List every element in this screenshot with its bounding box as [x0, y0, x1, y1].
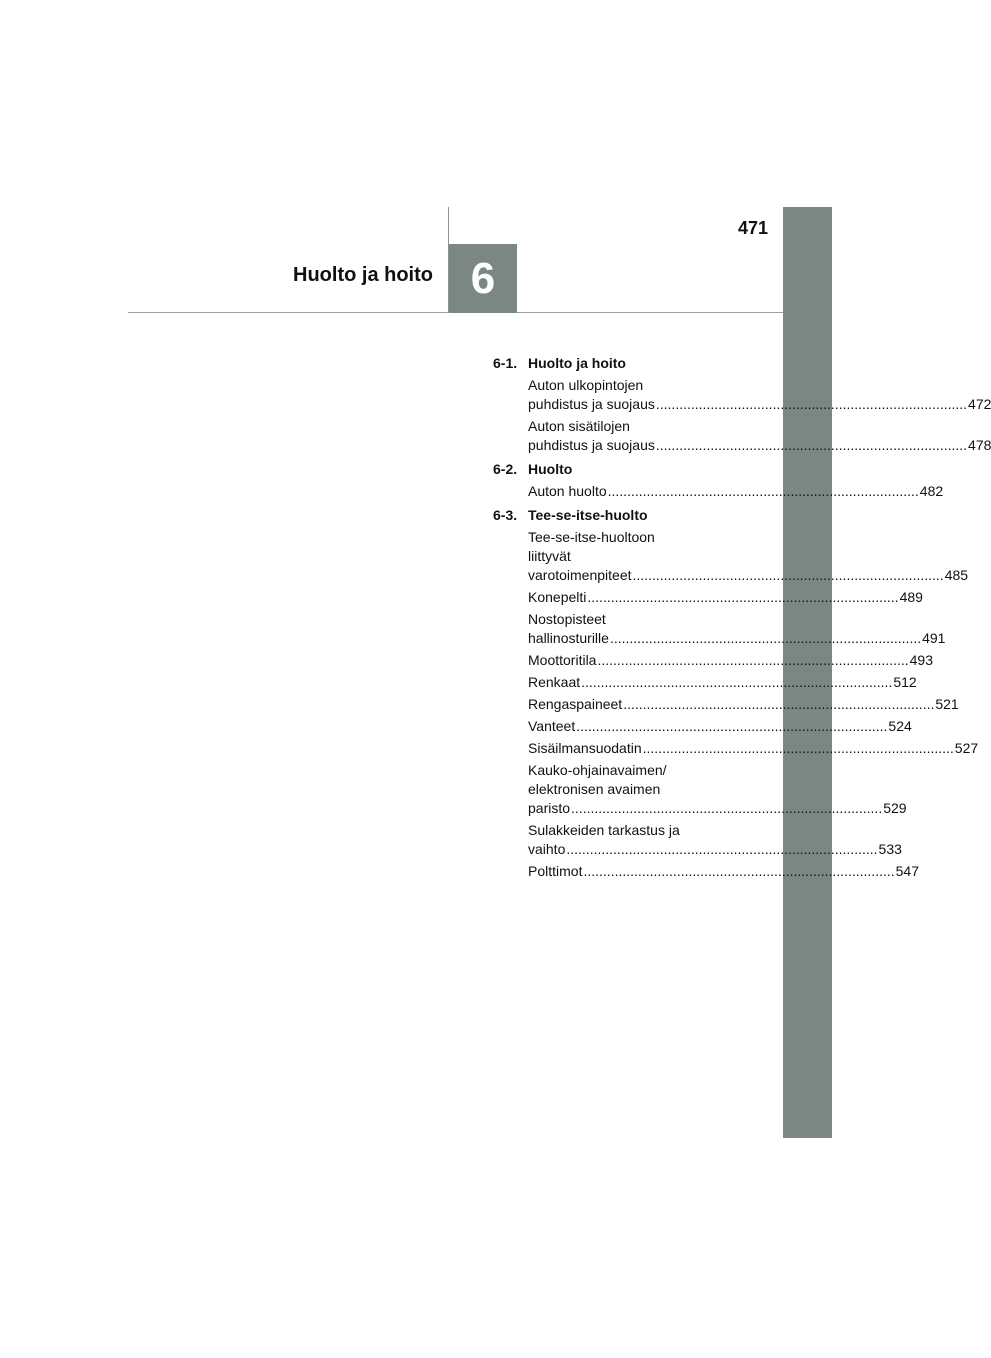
section-heading[interactable]: [493, 460, 739, 479]
entry-title-line: Moottoritila: [528, 652, 597, 668]
entry-title-line: elektronisen avaimen: [528, 781, 661, 797]
entry-title-line: Nostopisteet: [528, 611, 606, 627]
entry-leader-row: [528, 862, 919, 881]
entry-title-line: varotoimenpiteet: [528, 567, 632, 583]
section-title: Tee-se-itse-huolto: [528, 507, 648, 523]
dot-leader: ................................................................................: [566, 841, 878, 857]
toc-entry[interactable]: [528, 761, 907, 818]
entry-title-line: Polttimot: [528, 863, 583, 879]
entry-title-line: Auton huolto: [528, 483, 607, 499]
entry-title-line: Rengaspaineet: [528, 696, 623, 712]
entry-leader-row: [528, 739, 979, 758]
dot-leader: ................................................................................: [632, 567, 944, 583]
entry-title-line: vaihto: [528, 841, 566, 857]
entry-page-number: 478: [968, 437, 991, 453]
entry-leader-row: [528, 673, 917, 692]
entry-page-number: 485: [944, 567, 969, 583]
dot-leader: ................................................................................: [607, 483, 919, 499]
entry-title-line: Konepelti: [528, 589, 587, 605]
toc-entry-list: [493, 528, 979, 881]
entry-page-number: 521: [935, 696, 959, 712]
toc-entry[interactable]: [528, 528, 969, 585]
toc-section: [493, 460, 944, 501]
dot-leader: ................................................................................: [583, 863, 895, 879]
toc-entry[interactable]: [528, 417, 991, 455]
entry-leader-row: [528, 799, 907, 818]
entry-page-number: 472: [968, 396, 991, 412]
toc-entry[interactable]: [528, 610, 946, 648]
entry-title-line: Kauko-ohjainavaimen/: [528, 762, 667, 778]
entry-leader-row: [528, 629, 946, 648]
toc-section: [493, 354, 991, 455]
toc-entry[interactable]: [528, 588, 923, 607]
entry-page-number: 489: [899, 589, 923, 605]
entry-leader-row: [528, 436, 991, 455]
entry-leader-row: [528, 395, 991, 414]
entry-title-line: Vanteet: [528, 718, 576, 734]
entry-page-number: 482: [919, 483, 944, 499]
chapter-side-tab: [783, 207, 832, 1138]
chapter-title: Huolto ja hoito: [293, 264, 433, 286]
toc-entry-list: [493, 376, 991, 455]
section-heading[interactable]: [493, 354, 739, 373]
entry-page-number: 533: [878, 841, 902, 857]
toc-entry[interactable]: [528, 739, 979, 758]
entry-title-line: Sisäilmansuodatin: [528, 740, 642, 756]
dot-leader: ................................................................................: [571, 800, 883, 816]
entry-title-line: Renkaat: [528, 674, 581, 690]
toc-entry-list: [493, 482, 944, 501]
dot-leader: ................................................................................: [587, 589, 899, 605]
section-number: 6-1.: [493, 355, 518, 371]
toc-entry[interactable]: [528, 862, 919, 881]
entry-title-line: puhdistus ja suojaus: [528, 437, 655, 453]
toc-entry[interactable]: [528, 376, 991, 414]
section-title: Huolto ja hoito: [528, 355, 626, 371]
dot-leader: ................................................................................: [581, 674, 893, 690]
toc-entry[interactable]: [528, 673, 917, 692]
entry-leader-row: [528, 717, 912, 736]
dot-leader: ................................................................................: [655, 437, 968, 453]
entry-leader-row: [528, 588, 923, 607]
entry-page-number: 524: [888, 718, 912, 734]
section-title: Huolto: [528, 461, 573, 477]
entry-title-line: Auton sisätilojen: [528, 418, 630, 434]
entry-page-number: 529: [883, 800, 907, 816]
entry-leader-row: [528, 482, 944, 501]
entry-leader-row: [528, 566, 969, 585]
entry-title-line: puhdistus ja suojaus: [528, 396, 655, 412]
entry-title-line: Tee-se-itse-huoltoon: [528, 529, 655, 545]
table-of-contents: [493, 354, 991, 886]
toc-entry[interactable]: [528, 717, 912, 736]
section-heading[interactable]: [493, 506, 739, 525]
entry-title-line: liittyvät: [528, 548, 571, 564]
entry-title-line: paristo: [528, 800, 571, 816]
dot-leader: ................................................................................: [576, 718, 888, 734]
entry-page-number: 512: [893, 674, 917, 690]
dot-leader: ................................................................................: [655, 396, 968, 412]
toc-entry[interactable]: [528, 651, 933, 670]
entry-page-number: 527: [954, 740, 979, 756]
entry-title-line: Sulakkeiden tarkastus ja: [528, 822, 680, 838]
entry-leader-row: [528, 840, 902, 859]
entry-page-number: 493: [909, 652, 933, 668]
toc-entry[interactable]: [528, 695, 959, 714]
entry-page-number: 547: [895, 863, 919, 879]
section-number: 6-2.: [493, 461, 518, 477]
section-number: 6-3.: [493, 507, 518, 523]
dot-leader: ................................................................................: [642, 740, 954, 756]
entry-leader-row: [528, 651, 933, 670]
page-number: 471: [738, 218, 769, 238]
toc-section: [493, 506, 979, 881]
toc-entry[interactable]: [528, 821, 902, 859]
entry-leader-row: [528, 695, 959, 714]
entry-title-line: Auton ulkopintojen: [528, 377, 644, 393]
entry-page-number: 491: [922, 630, 946, 646]
chapter-number: 6: [470, 253, 496, 303]
dot-leader: ................................................................................: [597, 652, 909, 668]
dot-leader: ................................................................................: [609, 630, 922, 646]
dot-leader: ................................................................................: [623, 696, 935, 712]
toc-entry[interactable]: [528, 482, 944, 501]
entry-title-line: hallinosturille: [528, 630, 609, 646]
